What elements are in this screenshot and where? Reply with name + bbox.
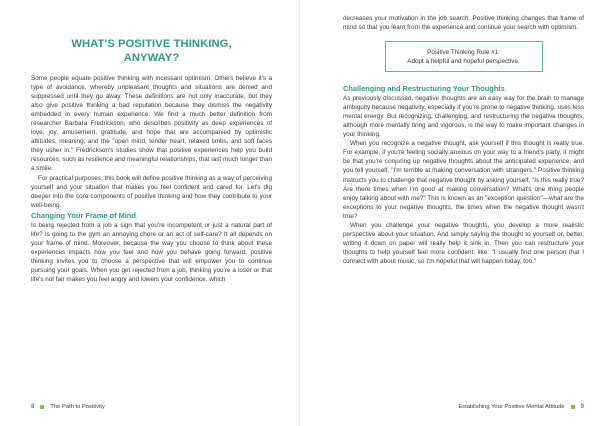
right-page: [300, 0, 600, 426]
square-bullet-icon: [40, 405, 44, 409]
rule-callout-box: [385, 41, 543, 72]
body-paragraph: Is being rejected from a job a sign that you're incompetent or just a natural part of life? Is going to the gym an annoying chore or an act of self-care? It all depends on your frame of mind. Moreover, because the way you choose to think about these experiences impacts how you feel and how you behave going forward, positive thinking invites you to choose a perspective that will empower you to continue pursuing your goals. When you get rejected from a job, thinking you're a loser or that life's not fair makes you feel angry and lowers your confidence, which: [31, 221, 272, 283]
right-page-footer: [458, 404, 584, 410]
section-heading: Changing Your Frame of Mind: [31, 210, 136, 220]
body-paragraph: When you challenge your negative thoughts, you develop a more realistic perspective about your situation. And simply saying the thought to yourself or, better, writing it down on paper will really help it sink in. Then you can restructure your thoughts to help yourself feel more confident, like: "I usually find one person that I connect with about music, so I'm hopeful that will happen today, too.": [343, 221, 584, 265]
running-title: The Path to Positivity: [50, 404, 105, 410]
running-title: Establishing Your Positive Mental Attitude: [458, 404, 565, 410]
left-page-footer: [31, 404, 105, 410]
body-paragraph: Some people equate positive thinking with incessant optimism. Others believe it's a type of avoidance, whereby unpleasant thoughts and situations are denied and suppressed until they go away. These definitions are not only inaccurate, but they also give positive thinking a bad reputation because they dismiss the negativity embedded in every human experience. We find a much better definition from researcher Barbara Fredrickson, who describes positivity as deep experiences of love, joy, amusement, gratitude, and hope that are accompanied by optimistic attitudes, meaning, and the "open mind, tender heart, relaxed limbs, and soft faces they usher in." Fredrickson's studies show that positive experiences help you build resources, such as resilience and meaningful relationships, that last much longer than a smile.: [31, 75, 272, 173]
chapter-title: [31, 37, 272, 65]
section-heading: Challenging and Restructuring Your Thoughts: [343, 84, 505, 94]
rule-title: Positive Thinking Rule #1:: [427, 49, 500, 57]
body-paragraph: For practical purposes, this book will define positive thinking as a way of perceiving yourself and your situation that makes you feel confident and cared for. Let's dig deeper into the core components of positive thinking and how they contribute to your well-being.: [31, 174, 272, 209]
body-paragraph: As previously discussed, negative thoughts are an easy way for the brain to manage ambiguity because negativity, especially if you're prone to negative thinking, uses less mental energy. But recognizing, challenging, and restructuring the negative thoughts, although more mentally tiring and vigorous, is the way to make important changes in your thinking.: [343, 95, 584, 139]
right-body-column: [343, 14, 584, 266]
body-paragraph: decreases your motivation in the job search. Positive thinking changes that frame of mind so that you learn from the experience and continue your search with optimism.: [343, 15, 584, 32]
chapter-title-line-1: WHAT'S POSITIVE THINKING,: [71, 38, 232, 50]
chapter-title-line-2: ANYWAY?: [123, 52, 180, 64]
page-number: 9: [580, 404, 584, 410]
left-body-column: [31, 74, 272, 284]
page-number: 8: [31, 404, 35, 410]
square-bullet-icon: [571, 405, 575, 409]
rule-text: Adopt a helpful and hopeful perspective.: [407, 58, 520, 66]
body-paragraph: When you recognize a negative thought, ask yourself if this thought is really true. For example, if you're feeling socially anxious on your way to a friend's party, it might be that you're conjuring up negative thoughts about the anticipated experience, and you tell yourself, "I'm terrible at making conversation with strangers." Positive thinking instructs you to challenge that negative thought by asking yourself, "Is this really true? Are there times when I'm good at making conversation? What's one thing people enjoy talking about with me?" This is known as an "exception question"—what are the exceptions to your negative thoughts, the times when the negative thought wasn't true?: [343, 140, 584, 220]
